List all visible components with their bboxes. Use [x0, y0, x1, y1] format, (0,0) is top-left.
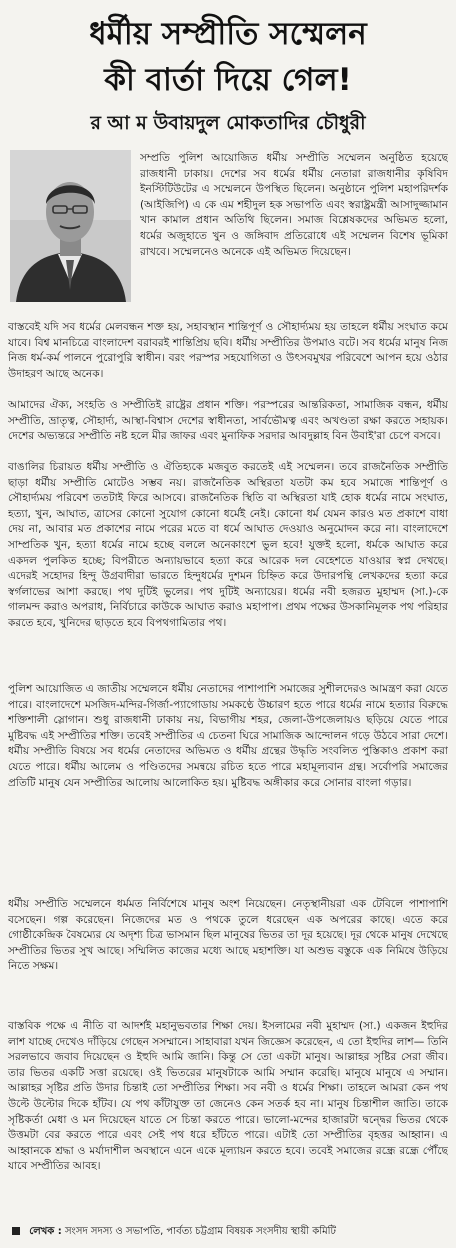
headline-line-2: কী বার্তা দিয়ে গেল! [104, 62, 352, 98]
author-footer [12, 1224, 448, 1240]
article-paragraph: পুলিশ আয়োজিত এ জাতীয় সম্মেলনে ধর্মীয় নেতাদের পাশাপাশি সমাজের সুশীলদেরও আমন্ত্রণ করা যেতে পারে। বাংলাদেশে মসজিদ-মন্দির-গির্জা-প্যাগোডায় সমকণ্ঠে উচ্চারণ হতে পারে ধর্মের নামে হত্যার বিরুদ্ধে শক্তিশালী স্লোগান। শুধু রাজধানী ঢাকায় নয়, বিভাগীয় শহর, জেলা-উপজেলায়ও ছড়িয়ে যেতে পারে মুষ্টিবদ্ধ এই সম্প্রীতির শক্তি। তবেই সম্প্রীতির এ চেতনা ঘিরে সামাজিক আন্দোলন গড়ে উঠবে সারা দেশে। ধর্মীয় সম্প্রীতি বিষয়ে সব ধর্মের নেতাদের অভিমত ও ধর্মীয় গ্রন্থের উদ্ধৃতি সংবলিত পুস্তিকাও প্রকাশ করা যেতে পারে। ধর্মীয় আলেম ও পণ্ডিতদের সমন্বয়ে রচিত হতে পারে মহামূল্যবান গ্রন্থ। সর্বোপরি সমাজের প্রতিটি মানুষ যেন সম্প্রীতির আলোয় আলোকিত হয়। মুষ্টিবদ্ধ অঙ্গীকার করে সোনার বাংলা গড়ার। [8, 683, 448, 789]
article-paragraph: বাঙালির চিরায়ত ধর্মীয় সম্প্রীতি ও ঐতিহ্যকে মজবুত করতেই এই সম্মেলন। তবে রাজনৈতিক সম্প্রীতি ছাড়া ধর্মীয় সম্প্রীতি মোটেও সম্ভব নয়। রাজনৈতিক অস্থিরতা যতটা কম হবে সমাজে শান্তিপূর্ণ ও সৌহার্দ্যময় পরিবেশ ততটাই ফিরে আসবে। রাজনৈতিক স্থিতি বা অস্থিরতা যাই হোক ধর্মের নামে সংঘাত, হত্যা, খুন, আঘাত, ত্রাসের কোনো সুযোগ কোনো ধর্মেই নেই। কোনো ধর্ম যেমন কারও মত প্রকাশে বাধা দেয় না, আবার মত প্রকাশের নামে পরের মতে বা ধর্মে আঘাত দেওয়াও অনুমোদন করে না। বাংলাদেশে সাম্প্রতিক খুন, হত্যা ধর্মের নামে হচ্ছে বললে অনেকাংশে ভুল হবে! যুক্তই হলো, ধর্মকে আঘাত করে একদল পুলকিত হচ্ছে; বিপরীতে অন্যায়ভাবে হত্যা করে আরেক দল বেহেশতে যাওয়ার স্বপ্ন দেখছে। এদেরই সহোদর হিন্দু উগ্রবাদীরা ভারতে হিন্দুধর্মের দুশমন চিহ্নিত করে উদারপন্থি লেখকদের হত্যা করে স্বর্গলাভের আশা করছে। পথ দুটিই ভুলের। পথ দুটিই অন্যায়ের। ধর্মের নবী হজরত মুহাম্মদ (সা.)-কে গালমন্দ করাও অপরাধ, নির্বিচারে কাউকে আঘাত করাও মহাপাপ। প্রথম পক্ষের উসকানিমূলক পথ পরিহার করতে হবে, খুনিদের ছাড়তে হবে বিপথগামিতার পথ। [8, 461, 448, 629]
author-photo [10, 150, 131, 302]
article-paragraph: সম্প্রতি পুলিশ আয়োজিত ধর্মীয় সম্প্রীতি সম্মেলন অনুষ্ঠিত হয়েছে রাজধানী ঢাকায়। দেশের সব ধর্মের ধর্মীয় নেতারা রাজধানীর কৃষিবিদ ইনস্টিটিউটের এ সম্মেলনে উপস্থিত ছিলেন। অনুষ্ঠানে পুলিশ মহাপরিদর্শক (আইজিপি) এ কে এম শহীদুল হক সভাপতি এবং স্বরাষ্ট্রমন্ত্রী আসাদুজ্জামান খান কামাল প্রধান অতিথি ছিলেন। সমাজ বিশ্লেষকদের অভিমত হলো, ধর্মের অজুহাতে খুন ও জঙ্গিবাদ প্রতিরোধে এই সম্মেলন বিশেষ ভূমিকা রাখবে। সম্মেলনেও অনেকে এই অভিমত দিয়েছেন। [140, 152, 448, 258]
bullet-square-icon [12, 1227, 20, 1235]
headline-line-1: ধর্মীয় সম্প্রীতি সম্মেলন [89, 16, 367, 52]
author-byline: র আ ম উবায়দুল মোকতাদির চৌধুরী [90, 112, 366, 134]
footer-label: লেখক : [29, 1226, 62, 1237]
footer-text: সংসদ সদস্য ও সভাপতি, পার্বত্য চট্টগ্রাম বিষয়ক সংসদীয় স্থায়ী কমিটি [64, 1226, 336, 1237]
article-paragraph: আমাদের ঐক্য, সংহতি ও সম্প্রীতিই রাষ্ট্রের প্রধান শক্তি। পরস্পরের আন্তরিকতা, সামাজিক বন্ধন, ধর্মীয় সম্প্রীতি, ভ্রাতৃত্ব, সৌহার্দ্য, আস্থা-বিশ্বাস দেশের স্বাধীনতা, সার্বভৌমত্ব এবং অখণ্ডতা রক্ষা করতে সহায়ক। দেশের অভ্যন্তরে সম্প্রীতি নষ্ট হলে মীর জাফর এবং মুনাফিক সরদার আবদুল্লাহ বিন উবাই'রা চেপে বসবে। [8, 399, 448, 443]
article-paragraph: বাস্তবিক পক্ষে এ নীতি বা আদর্শই মহানুভবতার শিক্ষা দেয়। ইসলামের নবী মুহাম্মদ (সা.) একজন ইহুদির লাশ যাচ্ছে দেখেও দাঁড়িয়ে গেছেন সসম্মানে। সাহাবারা যখন জিজ্ঞেস করেছেন, এ তো ইহুদির লাশ— তিনি সরলভাবে জবাব দিয়েছেন ও ইহুদি আমি জানি। কিন্তু সে তো একটা মানুষ। আল্লাহর সৃষ্টির সেরা জীব। তার ভিতর একটি সত্তা রয়েছে। ওই ভিতরের মানুষটাকে আমি সম্মান করেছি। মানুষে মানুষে এ সম্মান। আল্লাহর সৃষ্টির প্রতি উদার চিন্তাই তো সম্প্রীতির শিক্ষা। সব নবী ও ধর্মের শিক্ষা। তাহলে আমরা কেন পথ উল্টে উল্টোর দিকে হাঁটব। যে পথ কাঁটাযুক্ত তা জেনেও কেন সতর্ক হব না। মানুষ চিন্তাশীল জাতি। তাকে সৃষ্টিকর্তা মেধা ও মন দিয়েছেন যাতে সে চিন্তা করতে পারে। ভালো-মন্দের হাজারটা দ্বন্দ্বের ভিতর থেকে উত্তমটা বের করতে পারে এবং সেই পথ ধরে হাঁটতে পারে। এটাই তো সম্প্রীতির বৃহত্তর আহ্বান। এ আহ্বানকে শ্রদ্ধা ও মর্যাদাশীল অবস্থানে এনে একে মূল্যায়ন করতে হবে। তবেই সমাজের রন্ধ্রে রন্ধ্রে পৌঁছে যাবে সম্প্রীতির আবহ। [8, 1020, 448, 1173]
article-paragraph: বাস্তবেই যদি সব ধর্মের মেলবন্ধন শক্ত হয়, সহাবস্থান শান্তিপূর্ণ ও সৌহার্দ্যময় হয় তাহলে ধর্মীয় সংঘাত কমে যাবে। বিশ্ব মানচিত্রে বাংলাদেশ বরাবরই শান্তিপ্রিয় ছবি। ধর্মীয় সম্প্রীতির উপমাও বটে। সব ধর্মের মানুষ নিজ নিজ ধর্ম-কর্ম পালনে পুরোপুরি স্বাধীন। বরং পরস্পর সহযোগিতা ও উৎসবমুখর পরিবেশে আপন হয়ে ওঠার উদাহরণ আছে অনেক। [8, 321, 448, 380]
article-paragraph: ধর্মীয় সম্প্রীতি সম্মেলনে ধর্মমত নির্বিশেষে মানুষ অংশ নিয়েছেন। নেতৃস্থানীয়রা এক টেবিলে পাশাপাশি বসেছেন। গল্প করেছেন। নিজেদের মত ও পথকে তুলে ধরেছেন এক অপরের কাছে। এতে করে গোষ্ঠীকেন্দ্রিক বৈষম্যের যে অদৃশ্য চিত্র ভাসমান ছিল মানুষের ভিতর তা দূর হয়েছে। দূর থেকে মানুষ দেখেছে সম্প্রীতির ভিতর সুখ আছে। সম্মিলিত কাজের মধ্যে আছে মহাশক্তি। যা অশুভ বস্তুকে এক নিমিষে উড়িয়ে নিতে সক্ষম। [8, 898, 448, 973]
